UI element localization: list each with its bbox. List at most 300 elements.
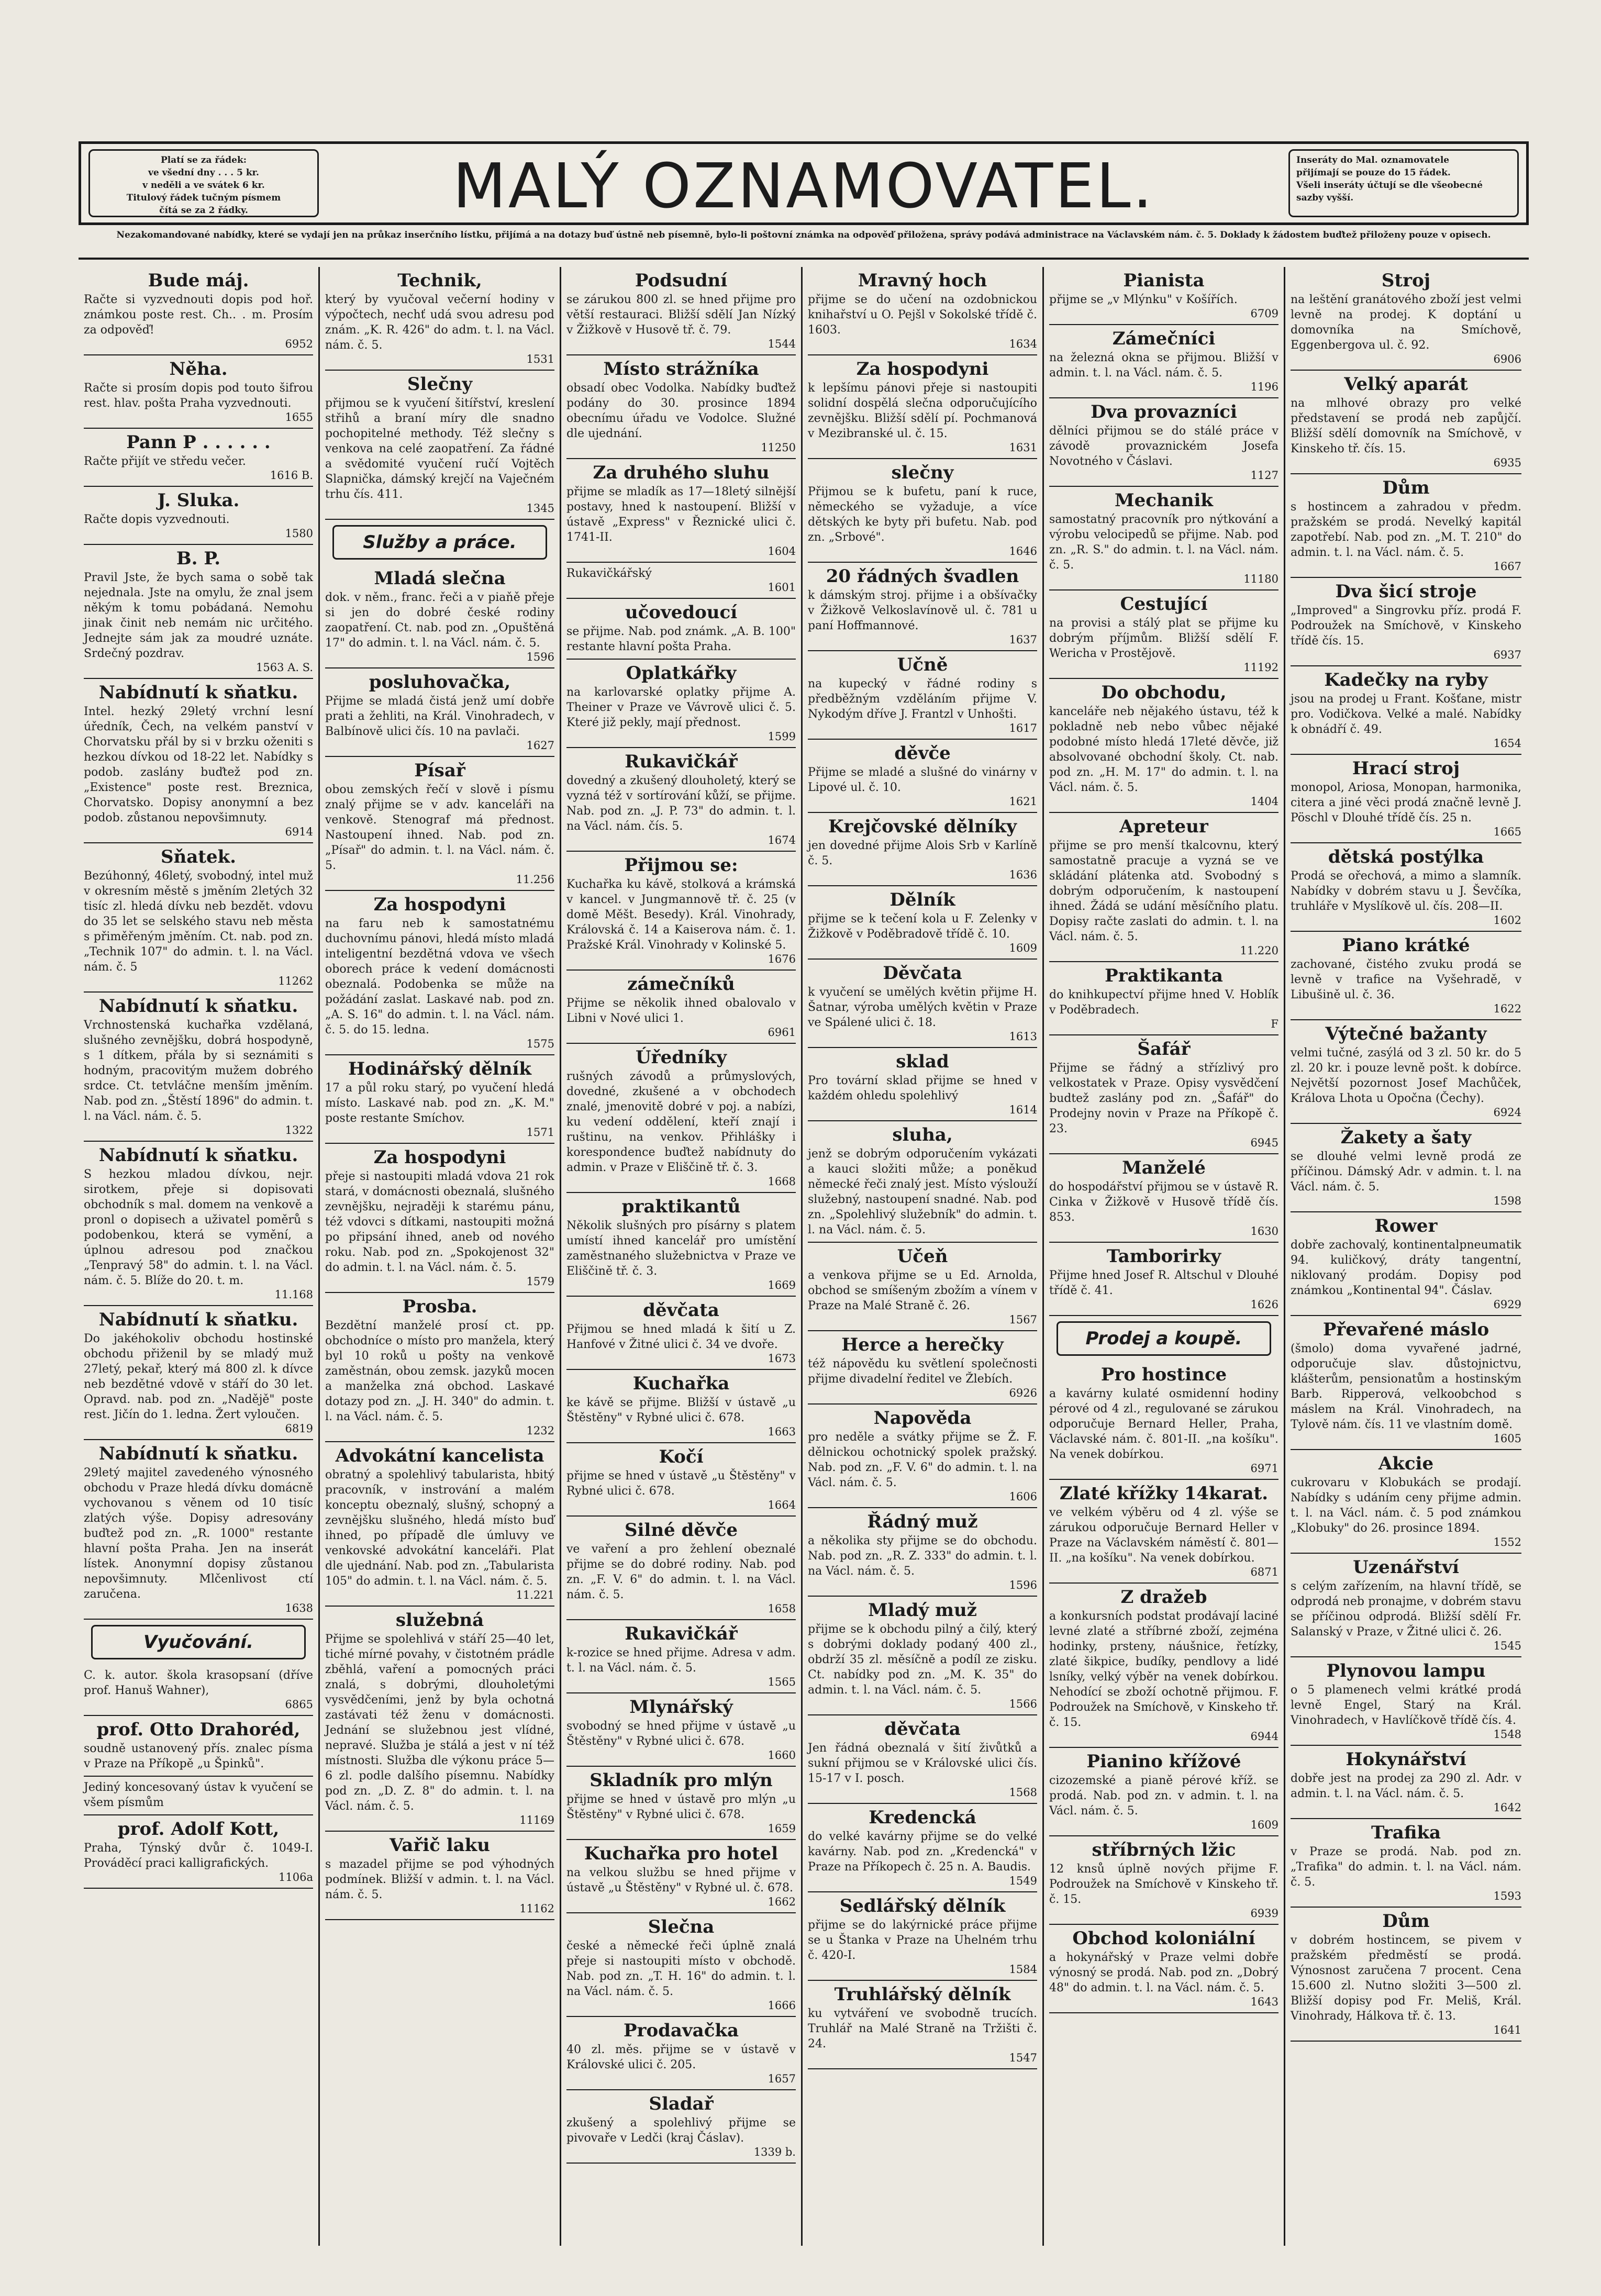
classified-ad — [84, 355, 313, 429]
insertion-rules-box: Inseráty do Mal. oznamovatele přijímají se pouze do 15 řádek. Všeli inseráty účtují se dle všeobecné sazby vyšší. — [1288, 149, 1519, 217]
ad-title: Rukavičkář — [625, 751, 738, 772]
classified-ad — [325, 1832, 554, 1920]
ad-body: 29letý majitel zavedeného výnosného obchodu v Praze hledá dívku domácně vychovanou s věnem od 10 tisíc zlatých výše. Dopisy adresovány buďtež pod zn. „R. 1000" restante hlavní pošta Praha. Jen na inserát lístek. Anonymní dopisy zůstanou nepovšimnuty. Mlčenlivost ctí zaručena. — [84, 1466, 313, 1601]
classified-ad — [84, 429, 313, 487]
ad-title: Místo strážníka — [603, 359, 759, 380]
ad-code: 1601 — [768, 581, 796, 594]
ad-body: Vrchnostenská kuchařka vzdělaná, slušného zevnějšku, dobrá hospodyně, s 1 dítkem, přála by si seznámiti s hodným, pracovitým mužem dobrého srdce. Ct. tetvláčne menším jměním. Nab. pod zn. „Štěstí 1896" do admin. t. l. na Václ. nám. č. 5. — [84, 1019, 313, 1123]
classified-ad — [566, 355, 796, 459]
ad-code: 1568 — [1009, 1786, 1037, 1799]
ad-body: české a německé řeči úplně znalá přeje si nastoupiti místo v obchodě. Nab. pod zn. „T. H. 16" do admin. t. l. na Václ. nám. č. 5. — [566, 1940, 796, 1998]
ad-title: děvčata — [884, 1719, 961, 1740]
ad-body: s celým zařízením, na hlavní třídě, se odprodá neb pronajme, v dobrém stavu se příčinou odprodá. Bližší sdělí Fr. Salanský v Praze, v Žitné ulici č. 26. — [1291, 1580, 1521, 1639]
ad-code: 11180 — [1243, 573, 1278, 585]
ad-title: posluhovačka, — [369, 672, 511, 693]
ad-body: a venkova přijme se u Ed. Arnolda, obchod se smíšeným zbožím a vínem v Praze na Malé Straně č. 26. — [808, 1269, 1037, 1312]
ad-title: Manželé — [1122, 1157, 1206, 1178]
ad-code: 11.220 — [1240, 944, 1278, 957]
classified-ad — [1049, 813, 1278, 962]
section-heading: Služby a práce. — [332, 525, 547, 560]
ad-body: se dlouhé velmi levně prodá ze příčinou. Dámský Adr. v admin. t. l. na Václ. nám. č. 5. — [1291, 1150, 1521, 1194]
ad-title: Stroj — [1381, 270, 1431, 291]
classified-ad — [1049, 1925, 1278, 2013]
newspaper-page — [79, 141, 1529, 2261]
ad-body: se zárukou 800 zl. se hned přijme pro větší restauraci. Bližší sdělí Jan Nízký v Žižkově v Husově tř. č. 79. — [566, 293, 796, 337]
section-heading: Vyučování. — [91, 1625, 306, 1659]
ad-code: 1106a — [279, 1871, 313, 1883]
ad-code: 1676 — [768, 953, 796, 965]
ad-title: Dělník — [890, 889, 955, 910]
ad-title: Praktikanta — [1105, 965, 1223, 986]
ad-title: Dům — [1382, 477, 1430, 498]
classified-ad — [1049, 1836, 1278, 1925]
classified-ad — [1049, 679, 1278, 813]
ad-code: 1631 — [1009, 441, 1037, 454]
ad-code: 1531 — [526, 353, 554, 365]
ad-code: 1404 — [1250, 795, 1278, 808]
ad-title: Pro hostince — [1100, 1364, 1227, 1385]
ad-body: přijme se hned v ústavě „u Štěstěny" v Rybné ulici č. 678. — [566, 1469, 796, 1498]
ad-title: Krejčovské dělníky — [828, 816, 1017, 837]
classified-ad — [1291, 1450, 1521, 1554]
classified-ad — [566, 1193, 796, 1297]
column-6 — [1285, 267, 1527, 2246]
classified-ad — [1049, 1035, 1278, 1154]
ad-body: přijme se hned v ústavě pro mlýn „u Štěstěny" v Rybné ulici č. 678. — [566, 1793, 796, 1821]
classified-ad — [1291, 1124, 1521, 1212]
classified-ad — [84, 1716, 313, 1777]
ad-body: samostatný pracovník pro nýtkování a výrobu velocipedů se přijme. Nab. pod zn. „R. S." do admin. t. l. na Václ. nám. č. 5. — [1049, 513, 1278, 572]
classified-ad — [808, 1405, 1037, 1508]
ad-body: a kavárny kulaté osmidenní hodiny pérové od 4 zl., regulované se zárukou odporučuje Bernard Heller, Praha, Václavské nám. č. 801-II. „na košíku". Na venek dobírkou. — [1049, 1387, 1278, 1461]
ad-code: 1571 — [526, 1126, 554, 1139]
ad-title: B. P. — [176, 548, 221, 569]
ad-code: 1634 — [1009, 338, 1037, 350]
ad-body: v Praze se prodá. Nab. pod zn. „Trafika" do admin. t. l. na Václ. nám. č. 5. — [1291, 1845, 1521, 1889]
ad-title: 20 řádných švadlen — [826, 566, 1019, 587]
ad-body: Praha, Týnský dvůr č. 1049-I. Prováděcí praci kalligrafických. — [84, 1842, 313, 1870]
classified-ad — [566, 459, 796, 563]
ad-code: 1345 — [526, 502, 554, 515]
ad-code: 1599 — [768, 730, 796, 743]
ad-title: Nabídnutí k sňatku. — [98, 996, 298, 1017]
ad-code: 1614 — [1009, 1104, 1037, 1116]
ad-code: 1673 — [768, 1352, 796, 1365]
ad-title: stříbrných lžic — [1092, 1840, 1236, 1860]
ad-body: jsou na prodej u Frant. Košťane, mistr pro. Vodičkova. Velké a malé. Nabídky k obnádří č. 49. — [1291, 693, 1521, 736]
ad-body: přijme se do lakýrnické práce přijme se u Štanka v Praze na Uhelném trhu č. 420-I. — [808, 1919, 1037, 1962]
classified-ad — [566, 563, 796, 599]
ad-code: 1627 — [526, 739, 554, 752]
ad-title: Kočí — [659, 1446, 704, 1467]
ad-code: 1664 — [768, 1499, 796, 1511]
ad-title: Prosba. — [402, 1296, 477, 1317]
ad-body: přijmou se k vyučení šitířství, kreslení střihů a braní míry dle snadno pochopitelné methody. Též slečny s venkova na celé zaopatření. Za řádné a svědomité vyučení ručí Vojtěch Slapnička, dámský krejčí na Vaječném trhu čís. 411. — [325, 397, 554, 501]
ad-body: Bezdětní manželé prosí ct. pp. obchodníce o místo pro manžela, který byl 10 roků u pošty na venkově zaměstnán, obou zemsk. jazyků mocen a manželka zná obchod. Laskavé dotazy pod zn. „J. H. 340" do admin. t. l. na Václ. nám. č. 5. — [325, 1319, 554, 1423]
ad-code: 6906 — [1493, 353, 1521, 365]
section-heading: Prodej a koupě. — [1057, 1321, 1271, 1356]
ad-title: Cestující — [1120, 594, 1208, 615]
ad-code: 6945 — [1250, 1136, 1278, 1149]
ad-body: jenž se dobrým odporučením vykázati a kauci složiti může; a poněkud německé řeči znalý jest. Místo výslouží služebný, nastoupení snadné. Nab. pod zn. „Spolehlivý služebník" do admin. t. l. na Václ. nám. č. 5. — [808, 1147, 1037, 1236]
ad-code: 1636 — [1009, 868, 1037, 881]
ad-code: 6944 — [1250, 1730, 1278, 1743]
ad-title: Sedlářský dělník — [839, 1896, 1006, 1916]
classified-ad — [1291, 1212, 1521, 1316]
ad-code: 1646 — [1009, 545, 1037, 558]
classified-ad — [808, 355, 1037, 459]
ad-title: Zlaté křížky 14karat. — [1059, 1483, 1269, 1504]
ad-body: (šmolo) doma vyvařené jadrné, odporučuje slav. důstojnictvu, klášterům, pensionatům a hostinským Barb. Ripperová, velkoobchod s máslem na Král. Vinohradech, na Tylově nám. čís. 11 ve vlastním domě. — [1291, 1342, 1521, 1431]
classified-ad — [1291, 1657, 1521, 1746]
ad-code: 1674 — [768, 834, 796, 846]
ad-body: k-rozice se hned přijme. Adresa v adm. t. l. na Václ. nám. č. 5. — [566, 1646, 796, 1675]
ad-code: 1127 — [1250, 469, 1278, 482]
ad-title: Kadečky na ryby — [1324, 670, 1488, 690]
ad-title: Piano krátké — [1342, 935, 1470, 956]
classified-ad — [808, 813, 1037, 886]
ad-body: obratný a spolehlivý tabularista, hbitý pracovník, v instrování a malém konceptu obeznalý, slušný, schopný a zevnějšku slušného, hledá místo buď ihned, po případě dle úmluvy ve venkovské advokátní kanceláři. Plat dle ujednání. Nab. pod zn. „Tabularista 105" do admin. t. l. na Václ. nám. č. 5. — [325, 1468, 554, 1588]
ad-title: Mladá slečna — [374, 568, 506, 589]
ad-body: na mlhové obrazy pro velké představení se prodá neb zapůjčí. Bližší sdělí domovník na Smíchově, v Kinskeho tř. čís. 15. — [1291, 397, 1521, 455]
ad-title: praktikantů — [621, 1196, 741, 1217]
ad-title: zámečníků — [627, 974, 735, 995]
ad-title: Převařené máslo — [1322, 1319, 1489, 1340]
ad-code: 1617 — [1009, 722, 1037, 734]
ad-title: Rower — [1374, 1216, 1438, 1236]
classified-ad — [808, 1331, 1037, 1405]
classified-ad — [1049, 1480, 1278, 1584]
classified-ad — [808, 740, 1037, 813]
ad-body: Kuchařka ku kávě, stolková a krámská v kancel. v Jungmannově tř. č. 25 (v domě Měšt. Besedy). Král. Vinohrady, Královská č. 14 a Kaiserova nám. č. 1. Pražské Král. Vinohrady v Kolinské 5. — [566, 878, 796, 952]
classified-ad — [566, 1693, 796, 1767]
ad-title: Přijmou se: — [624, 855, 738, 876]
masthead — [79, 141, 1529, 225]
ad-body: soudně ustanovený přís. znalec písma v Praze na Příkopě „u Špinků". — [84, 1742, 313, 1770]
ad-body: 40 zl. měs. přijme se v ústavě v Královské ulici č. 205. — [566, 2043, 796, 2071]
ad-title: Žakety a šaty — [1340, 1127, 1472, 1148]
classified-ad — [84, 1142, 313, 1306]
ad-code: 1609 — [1009, 942, 1037, 954]
classified-ad — [1291, 666, 1521, 755]
ad-body: C. k. autor. škola krasopsaní (dříve prof. Hanuš Wahner), — [84, 1669, 313, 1697]
ad-code: 6929 — [1493, 1298, 1521, 1311]
classified-ad — [1291, 1020, 1521, 1124]
classified-ad — [1049, 962, 1278, 1035]
ad-title: Vařič laku — [390, 1835, 490, 1856]
classified-ad — [1049, 1361, 1278, 1480]
ad-body: obsadí obec Vodolka. Nabídky buďtež podány do 30. prosince 1894 obecnímu úřadu ve Vodolce. Služné dle ujednání. — [566, 382, 796, 440]
ad-title: Za hospodyni — [373, 1147, 506, 1168]
ad-code: 1563 A. S. — [256, 661, 313, 674]
ad-code: 1657 — [768, 2072, 796, 2085]
ad-body: S hezkou mladou dívkou, nejr. sirotkem, přeje si dopisovati obchodník s mal. domem na venkově a pronl o dopisech a uživatel poměrů s podobenkou, která se vymění, a úplnou adresou pod značkou „Tenpravý 58" do admin. t. l. na Václ. nám. č. 5. Blíže do 20. t. m. — [84, 1168, 313, 1287]
ad-code: 6961 — [768, 1026, 796, 1039]
ad-title: Slečny — [407, 374, 473, 395]
classified-ad — [1291, 755, 1521, 843]
ad-body: 17 a půl roku starý, po vyučení hledá místo. Laskavé nab. pod zn. „K. M." poste restante Smíchov. — [325, 1082, 554, 1125]
ad-body: a hokynářský v Praze velmi dobře výnosný se prodá. Nab. pod zn. „Dobrý 48" do admin. t. l. na Václ. nám. č. 5. — [1049, 1951, 1278, 1994]
ad-code: 1655 — [285, 411, 313, 423]
ad-code: 1654 — [1493, 737, 1521, 750]
classified-ad — [1291, 474, 1521, 578]
classified-ad — [1291, 267, 1521, 371]
ad-code: 1658 — [768, 1602, 796, 1615]
classified-ad — [1049, 1584, 1278, 1748]
ad-title: Hrací stroj — [1352, 758, 1460, 779]
ad-title: Advokátní kancelista — [335, 1445, 544, 1466]
ad-code: 1638 — [285, 1602, 313, 1614]
ad-body: Rukavičkářský — [566, 567, 652, 580]
column-1 — [79, 267, 320, 2246]
ad-title: učovedoucí — [625, 602, 738, 623]
ad-code: 1602 — [1493, 914, 1521, 927]
ad-title: sluha, — [892, 1124, 953, 1145]
classified-ad — [325, 1607, 554, 1832]
ad-title: Hokynářství — [1346, 1749, 1466, 1770]
classified-ad — [325, 371, 554, 520]
classified-ad — [84, 267, 313, 355]
ad-body: rušných závodů a průmyslových, dovedné, zkušené a v obchodech znalé, jmenovitě dobré v poj. a nabízi, ku vedení oddělení, kteří znají i ruštinu, na venkov. Přihlášky i korespondence buďtež nabídnuty do admin. v Praze v Eliščině tř. č. 3. — [566, 1070, 796, 1174]
ad-body: Račte si vyzvednouti dopis pod hoř. známkou poste rest. Ch.. . m. Prosím za odpověď! — [84, 293, 313, 337]
ad-body: Prodá se ořechová, a mimo a slamník. Nabídky v dobrém stavu u J. Ševčíka, truhláře v Myslíkově ul. čís. 208—II. — [1291, 870, 1521, 913]
classified-ad — [84, 545, 313, 679]
ad-body: jen dovedné přijme Alois Srb v Karlíně č. 5. — [808, 839, 1037, 867]
ad-title: Technik, — [397, 270, 482, 291]
ad-title: Z dražeb — [1120, 1587, 1207, 1608]
ad-title: Mlynářský — [629, 1697, 733, 1718]
classified-ad — [566, 971, 796, 1044]
ad-code: 1659 — [768, 1822, 796, 1835]
ad-title: Velký aparát — [1344, 374, 1468, 395]
ad-code: 1580 — [285, 527, 313, 540]
classified-ad — [566, 1517, 796, 1620]
ad-code: 6709 — [1250, 307, 1278, 320]
ad-code: 1322 — [285, 1124, 313, 1136]
ad-title: sklad — [896, 1051, 949, 1072]
classified-ad — [808, 459, 1037, 563]
ad-title: Dva provazníci — [1091, 402, 1237, 422]
classified-columns — [79, 267, 1529, 2246]
ad-title: Slečna — [648, 1916, 715, 1937]
classified-ad — [808, 1243, 1037, 1331]
ad-body: na karlovarské oplatky přijme A. Theiner v Praze ve Vávrově ulici č. 5. Které již pekly, mají přednost. — [566, 686, 796, 729]
ad-title: Bude máj. — [148, 270, 249, 291]
ad-body: Do jakéhokoliv obchodu hostinské obchodu přiženil by se mladý muž 27letý, pekař, který má 800 zl. k dívce neb bezdětné vdově v stáří do 30 let. Opravd. nab. pod zn. „Nadějě" poste rest. Jičín do 1. ledna. Žert vyloučen. — [84, 1332, 313, 1421]
ad-body: přijme se „v Mlýnku" v Košířích. — [1049, 293, 1238, 306]
classified-ad — [1291, 1908, 1521, 2042]
classified-ad — [325, 1055, 554, 1144]
ad-title: Napověda — [873, 1408, 972, 1429]
classified-ad — [1291, 371, 1521, 474]
ad-body: Přijme se mladá čistá jenž umí dobře prati a žehliti, na Král. Vinohradech, v Balbínově ulici čís. 10 na pavlači. — [325, 695, 554, 738]
ad-body: do hospodářství přijmou se v ústavě R. Cinka v Žižkově v Husově třídě čís. 853. — [1049, 1180, 1278, 1224]
ad-body: zkušený a spolehlivý přijme se pivovaře v Ledči (kraj Čáslav). — [566, 2116, 796, 2145]
classified-ad — [325, 757, 554, 891]
ad-body: Přijmou se k bufetu, paní k ruce, německého se vyžaduje, a více dětských ke byty při bufetu. Nab. pod zn. „Srbové". — [808, 485, 1037, 544]
ad-code: 11262 — [278, 975, 313, 987]
ad-title: Za druhého sluhu — [593, 462, 770, 483]
ad-body: v dobrém hostincem, se pivem v pražském předměstí se prodá. Výnosnost zaručena 7 procent. Cena 15.600 zl. Nutno složiti 3—500 zl. Bližší dopisy pod Fr. Meliš, Král. Vinohrady, Hálkova tř. č. 13. — [1291, 1934, 1521, 2023]
ad-body: ke kávě se přijme. Bližší v ústavě „u Štěstěny" v Rybné ulici č. 678. — [566, 1396, 796, 1424]
classified-ad — [808, 267, 1037, 355]
classified-ad — [566, 1840, 796, 1913]
ad-title: Pianista — [1123, 270, 1205, 291]
ad-code: 1196 — [1250, 381, 1278, 393]
ad-body: přijme se k tečení kola u F. Zelenky v Žižkově v Poděbradově třídě č. 10. — [808, 912, 1037, 941]
ad-code: 1641 — [1493, 2024, 1521, 2036]
classified-ad — [84, 1306, 313, 1440]
classified-ad — [566, 1370, 796, 1443]
ad-code: 1630 — [1250, 1225, 1278, 1238]
ad-code: 1545 — [1493, 1640, 1521, 1652]
classified-ad — [566, 267, 796, 355]
ad-body: Račte si prosím dopis pod touto šifrou rest. hlav. pošta Praha vyzvednouti. — [84, 382, 313, 410]
ad-title: Pann P . . . . . . — [126, 432, 271, 453]
ad-title: Akcie — [1378, 1453, 1434, 1474]
ad-body: Přijme se spolehlivá v stáří 25—40 let, tiché mírné povahy, v čistotném prádle zběhlá, vaření a pomocných práci znalá, s dobrými, dlouholetými vysvědčeními, jenž by byla ochotná zastávati též ženu v domácnosti. Jednání se služebnou jest vlídné, nepravé. Služba je stálá a jest v ní též místnosti. Služba dle výkonu práce 5—6 zl. podle dalšího písemnu. Nabídky pod zn. „D. Z. 8" do admin. t. l. na Václ. nám. č. 5. — [325, 1633, 554, 1813]
ad-body: cizozemské a pianě pérové kříž. se prodá. Nab. pod zn. v admin. t. l. na Václ. nám. č. 5. — [1049, 1774, 1278, 1818]
ad-title: Skladník pro mlýn — [590, 1770, 773, 1791]
classified-ad — [566, 1913, 796, 2017]
classified-ad — [808, 1804, 1037, 1892]
ad-title: Rukavičkář — [625, 1623, 738, 1644]
ad-code: 1548 — [1493, 1728, 1521, 1741]
classified-ad — [566, 1443, 796, 1517]
ad-body: přijme se do učení na ozdobnickou knihařství u O. Pejšl v Sokolské třídě č. 1603. — [808, 293, 1037, 337]
ad-code: 11.168 — [274, 1288, 313, 1301]
ad-title: Úředníky — [636, 1047, 727, 1068]
ad-body: na leštění granátového zboží jest velmi levně na prodej. K doptání u domovníka na Smíchově, Eggenbergova ul. č. 92. — [1291, 293, 1521, 352]
ad-body: „Improved" a Singrovku příz. prodá F. Podroužek na Smíchově, v Kinskeho třídě čís. 15. — [1291, 604, 1521, 648]
classified-ad — [325, 565, 554, 668]
ad-title: služebná — [395, 1610, 484, 1631]
ad-title: Silné děvče — [624, 1520, 738, 1541]
ad-title: dětská postýlka — [1328, 846, 1484, 867]
ad-title: Písař — [414, 760, 465, 781]
ad-body: zachované, čistého zvuku prodá se levně v trafice na Vyšehradě, v Libušině ul. č. 36. — [1291, 958, 1521, 1001]
ad-title: Učně — [897, 654, 948, 675]
ad-title: Hodinářský dělník — [348, 1058, 531, 1079]
ad-title: Zámečníci — [1112, 328, 1216, 349]
classified-ad — [1291, 932, 1521, 1020]
ad-code: 11162 — [519, 1902, 554, 1915]
ad-code: 1606 — [1009, 1490, 1037, 1503]
classified-ad — [84, 679, 313, 843]
ad-code: 1604 — [768, 545, 796, 558]
ad-body: k vyučení se umělých květin přijme H. Šatnar, výroba umělých květin v Praze ve Spálené ulici č. 18. — [808, 986, 1037, 1029]
ad-title: Pianino křížové — [1086, 1751, 1241, 1772]
ad-body: pro neděle a svátky přijme se Ž. F. dělnickou ochotnický spolek pražský. Nab. pod zn. „F. V. 6" do admin. t. l. na Václ. nám. č. 5. — [808, 1431, 1037, 1489]
ad-title: Učeň — [897, 1246, 948, 1267]
ad-code: 1667 — [1493, 560, 1521, 573]
ad-title: Děvčata — [883, 963, 962, 984]
classified-ad — [325, 1442, 554, 1607]
classified-ad — [84, 1777, 313, 1815]
ad-body: 12 knsů úplně nových přijme F. Podroužek na Smíchově v Kinskeho tř. č. 15. — [1049, 1863, 1278, 1906]
ad-code: 1549 — [1009, 1875, 1037, 1887]
ad-code: 1598 — [1493, 1195, 1521, 1207]
ad-code: 1622 — [1493, 1002, 1521, 1015]
ad-body: dobře zachovalý, kontinentalpneumatik 94. kuličkový, dráty tangentní, niklovaný prodám. Dopisy pod známkou „Kontinental 94". Čáslav. — [1291, 1239, 1521, 1297]
ad-code: 11.256 — [516, 873, 554, 886]
ad-code: 1584 — [1009, 1963, 1037, 1976]
ad-code: 1616 B. — [270, 469, 313, 482]
classified-ad — [808, 1508, 1037, 1597]
ad-title: Nabídnutí k sňatku. — [98, 682, 298, 703]
ad-code: 1339 b. — [753, 2146, 796, 2158]
ad-body: Bezúhonný, 46letý, svobodný, intel muž v okresním městě s jměním 2letých 32 tisíc zl. hledá dívku neb bezdět. vdovu do 35 let se selského stavu neb města s přiměřeným jměním. Ct. nab. pod zn. „Technik 107" do admin. t. l. na Václ. nám. č. 5 — [84, 870, 313, 974]
classified-ad — [566, 599, 796, 660]
classified-ad — [325, 668, 554, 757]
ad-code: 1626 — [1250, 1298, 1278, 1311]
ad-body: a několika sty přijme se do obchodu. Nab. pod zn. „R. Z. 333" do admin. t. l. na Václ. nám. č. 5. — [808, 1534, 1037, 1578]
ad-body: obou zemských řečí v slově i písmu znalý přijme se v adv. kanceláři na venkově. Stenograf má přednost. Nastoupení ihned. Nab. pod zn. „Písař" do admin. t. l. na Václ. nám. č. 5. — [325, 783, 554, 872]
ad-body: Jediný koncesovaný ústav k vyučení se všem písmům — [84, 1781, 313, 1809]
ad-code: 6924 — [1493, 1106, 1521, 1119]
ad-code: 6971 — [1250, 1462, 1278, 1475]
classified-ad — [1049, 487, 1278, 590]
ad-title: Něha. — [169, 359, 228, 380]
ad-code: 1668 — [768, 1175, 796, 1188]
classified-ad — [808, 563, 1037, 651]
classified-ad — [808, 1892, 1037, 1981]
ad-title: Sňatek. — [160, 846, 237, 867]
classified-ad — [808, 1121, 1037, 1243]
ad-title: slečny — [891, 462, 954, 483]
ad-body: ku vytváření ve svobodně trucích. Truhlář na Malé Straně na Tržišti č. 24. — [808, 2007, 1037, 2050]
ad-body: do knihkupectví přijme hned V. Hoblík v Poděbradech. — [1049, 988, 1278, 1017]
classified-ad — [84, 1440, 313, 1620]
ad-code: 1663 — [768, 1425, 796, 1438]
classified-ad — [1291, 1316, 1521, 1450]
ad-body: přijme se k obchodu pilný a čilý, který s dobrými doklady podaný 400 zl., obdrží 35 zl. měsíčně a podíl ze zisku. Ct. nabídky pod zn. „M. K. 35" do admin. t. l. na Václ. nám. č. 5. — [808, 1623, 1037, 1697]
ad-body: cukrovaru v Klobukách se prodají. Nabídky s udáním ceny přijme admin. t. l. na Václ. nám. č. 5 pod známkou „Klobuky" do 26. prosince 1894. — [1291, 1476, 1521, 1535]
ad-code: 1609 — [1250, 1819, 1278, 1831]
classified-ad — [1049, 398, 1278, 487]
ad-body: Přijme se mladé a slušné do vinárny v Lipové ul. č. 10. — [808, 766, 1037, 794]
ad-body: ve velkém výběru od 4 zl. výše se zárukou odporučuje Bernard Heller v Praze na Václavském náměstí č. 801—II. „na košíku". Na venek dobírkou. — [1049, 1506, 1278, 1565]
classified-ad — [1291, 1819, 1521, 1908]
classified-ad — [566, 2090, 796, 2164]
ad-code: 6926 — [1009, 1387, 1037, 1399]
ad-code: 1605 — [1493, 1432, 1521, 1445]
ad-title: Podsudní — [635, 270, 728, 291]
ad-code: 1579 — [526, 1275, 554, 1288]
ad-code: 1593 — [1493, 1890, 1521, 1902]
ad-code: 1566 — [1009, 1698, 1037, 1710]
ad-code: 1596 — [1009, 1579, 1037, 1591]
ad-body: svobodný se hned přijme v ústavě „u Štěstěny" v Rybné ulici č. 678. — [566, 1720, 796, 1748]
ad-title: Kredencká — [869, 1807, 976, 1828]
ad-title: Herce a herečky — [841, 1334, 1004, 1355]
ad-code: 6914 — [285, 826, 313, 838]
pricing-box: Platí se za řádek: ve všední dny . . . 5 kr. v neděli a ve svátek 6 kr. Titulový řádek tučným písmem čítá se za 2 řádky. — [88, 149, 319, 217]
ad-body: Račte dopis vyzvednouti. — [84, 513, 230, 526]
ad-code: 1662 — [768, 1896, 796, 1908]
ad-title: prof. Adolf Kott, — [117, 1819, 280, 1840]
ad-code: 1621 — [1009, 795, 1037, 808]
ad-title: Nabídnutí k sňatku. — [98, 1145, 298, 1166]
ad-code: F — [1271, 1018, 1278, 1030]
ad-title: Za hospodyni — [373, 894, 506, 915]
ad-body: na kupecký v řádné rodiny s předběžným vzděláním přijme V. Nykodým dříve J. Frantzl v Unhošti. — [808, 677, 1037, 721]
ad-code: 11169 — [519, 1814, 554, 1826]
ad-body: Několik slušných pro písárny s platem umístí ihned kancelář pro umístění zaměstnaného služebnictva v Praze ve Eliščině tř. č. 3. — [566, 1219, 796, 1278]
classified-ad — [566, 1297, 796, 1370]
ad-body: monopol, Ariosa, Monopan, harmonika, citera a jiné věci prodá značně levně J. Pöschl v Dlouhé třídě čís. 25 n. — [1291, 781, 1521, 824]
ad-code: 1665 — [1493, 826, 1521, 838]
